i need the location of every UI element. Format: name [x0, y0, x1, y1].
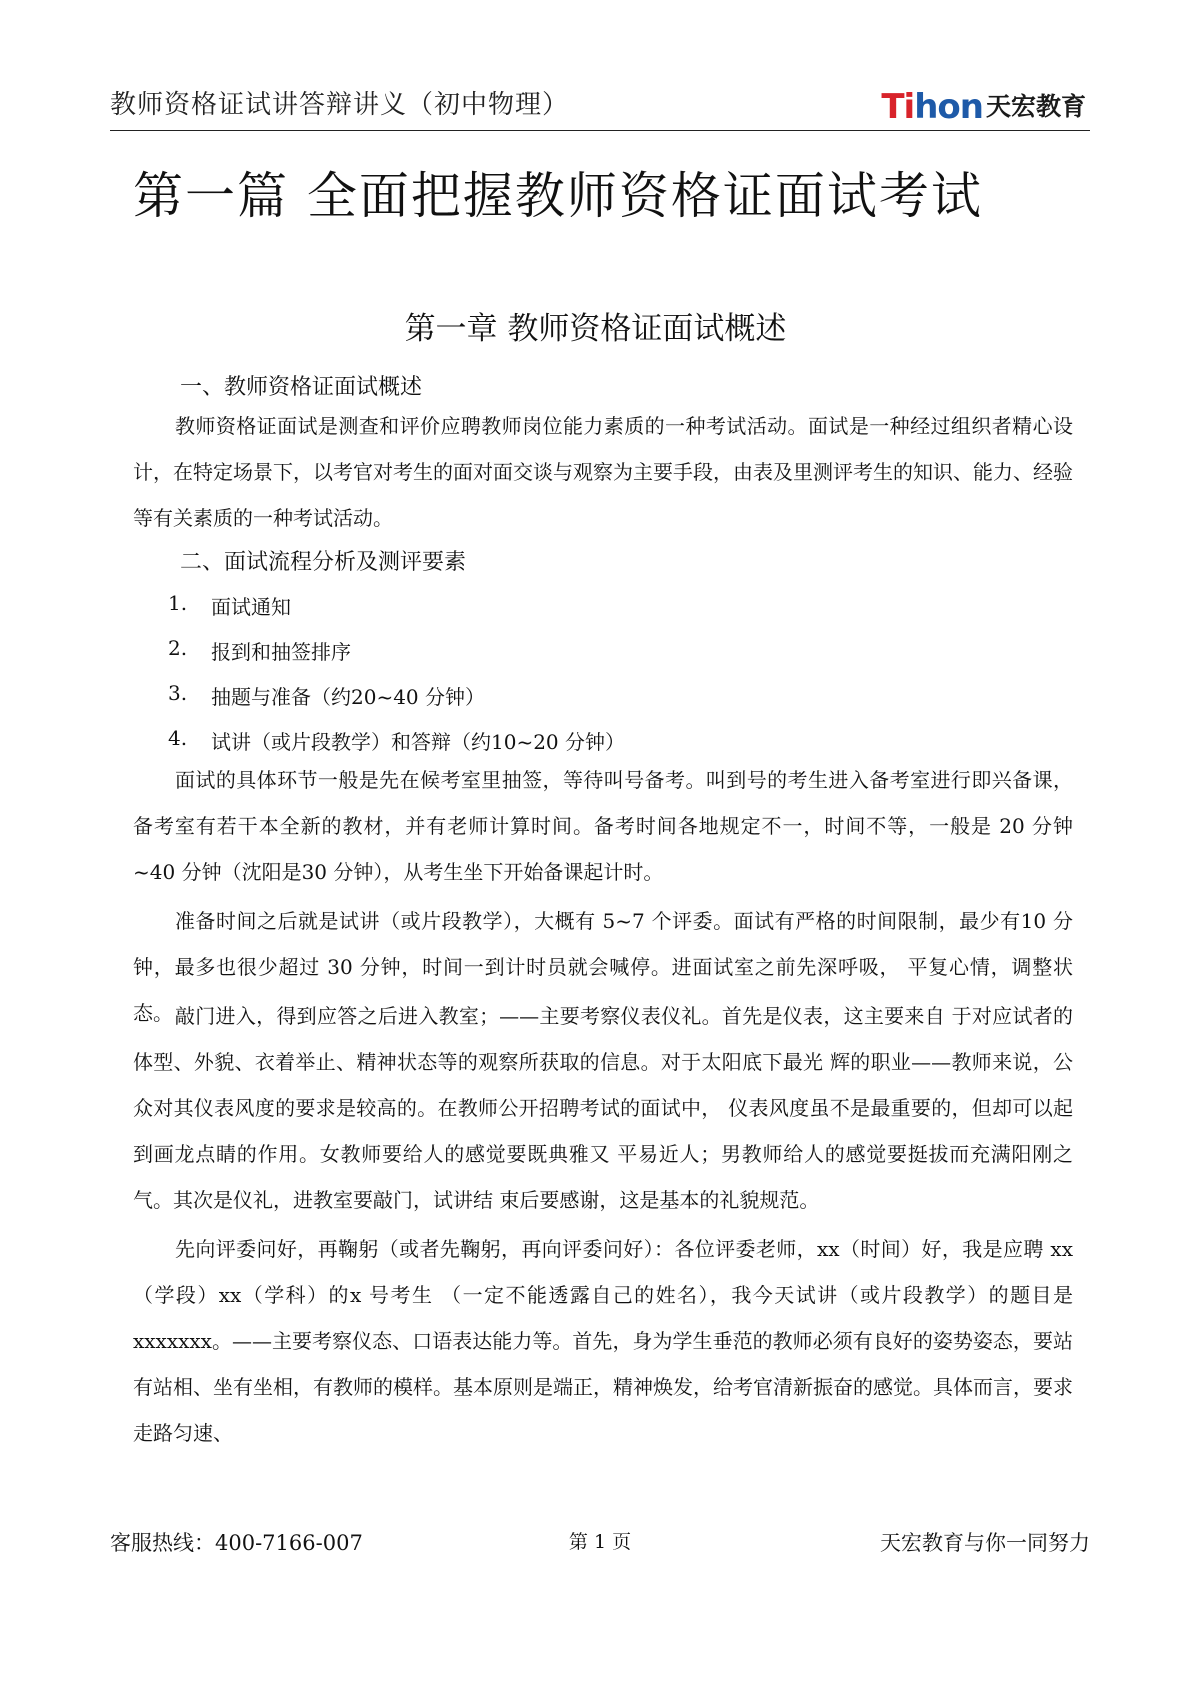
list-item	[168, 681, 485, 710]
header-title: 教师资格证试讲答辩讲义（初中物理）	[110, 90, 570, 120]
list-item	[168, 591, 291, 620]
paragraph-appearance: 敲门进入，得到应答之后进入教室；——主要考察仪表仪礼。首先是仪表，这主要来自 于对应试者的体型、外貌、衣着举止、精神状态等的观察所获取的信息。对于太阳底下最光 辉的职业——教师来说，公众对其仪表风度的要求是较高的。在教师公开招聘考试的面试中， 仪表风度虽不是最重要的，但却可以起到画龙点睛的作用。女教师要给人的感觉要既典雅又 平易近人；男教师给人的感觉要挺拔而充满阳刚之气。其次是仪礼，进教室要敲门，试讲结 束后要感谢，这是基本的礼貌规范。	[133, 1004, 1073, 1212]
page-header	[110, 78, 1090, 131]
step-text: 试讲（或片段教学）和答辩（约10~20 分钟）	[211, 730, 626, 754]
step-text: 抽题与准备（约20~40 分钟）	[211, 685, 486, 709]
footer-slogan: 天宏教育与你一同努力	[880, 1531, 1090, 1555]
footer-hotline: 客服热线：400-7166-007	[110, 1531, 363, 1555]
chapter-title: 第一章 教师资格证面试概述	[404, 311, 787, 347]
logo-text: 天宏教育	[985, 92, 1086, 121]
step-number: 1.	[168, 591, 188, 615]
paragraph-greeting: 先向评委问好，再鞠躬（或者先鞠躬，再向评委问好）：各位评委老师，xx（时间）好，我是应聘 xx（学段）xx（学科）的x 号考生 （一定不能透露自己的姓名），我今天试讲（或片段教学）的题目是 xxxxxxx。——主要考察仪态、口语表达能力等。首先，身为学生垂范的教师必须有良好的姿势姿态，要站有站相、坐有坐相，有教师的模样。基本原则是端正，精神焕发，给考官清新振奋的感觉。具体而言，要求走路匀速、	[133, 1237, 1073, 1445]
paragraph-preparation: 准备时间之后就是试讲（或片段教学），大概有 5~7 个评委。面试有严格的时间限制，最少有10 分钟，最多也很少超过 30 分钟，时间一到计时员就会喊停。进面试室之前先深呼吸， 平复心情，调整状态。	[133, 909, 1073, 1025]
logo-mark-a: Ti	[881, 87, 915, 127]
step-number: 2.	[168, 636, 188, 660]
logo-mark-b: hon	[914, 87, 983, 127]
section-heading-2: 二、面试流程分析及测评要素	[180, 550, 467, 575]
list-item	[168, 726, 625, 755]
paragraph-overview: 教师资格证面试是测查和评价应聘教师岗位能力素质的一种考试活动。面试是一种经过组织者精心设计，在特定场景下，以考官对考生的面对面交谈与观察为主要手段，由表及里测评考生的知识、能力、经验等有关素质的一种考试活动。	[133, 414, 1073, 530]
step-number: 4.	[168, 726, 188, 750]
section-heading-1: 一、教师资格证面试概述	[180, 375, 423, 400]
step-number: 3.	[168, 681, 188, 705]
part-title: 第一篇 全面把握教师资格证面试考试	[133, 167, 983, 225]
step-text: 报到和抽签排序	[211, 640, 351, 664]
logo-mark	[881, 87, 983, 127]
step-text: 面试通知	[211, 595, 291, 619]
list-item	[168, 636, 351, 665]
tihon-logo	[881, 87, 1086, 127]
page-number: 第 1 页	[568, 1531, 632, 1553]
paragraph-process: 面试的具体环节一般是先在候考室里抽签，等待叫号备考。叫到号的考生进入备考室进行即兴备课，备考室有若干本全新的教材，并有老师计算时间。备考时间各地规定不一，时间不等，一般是 20 分钟~40 分钟（沈阳是30 分钟），从考生坐下开始备课起计时。	[133, 768, 1073, 884]
